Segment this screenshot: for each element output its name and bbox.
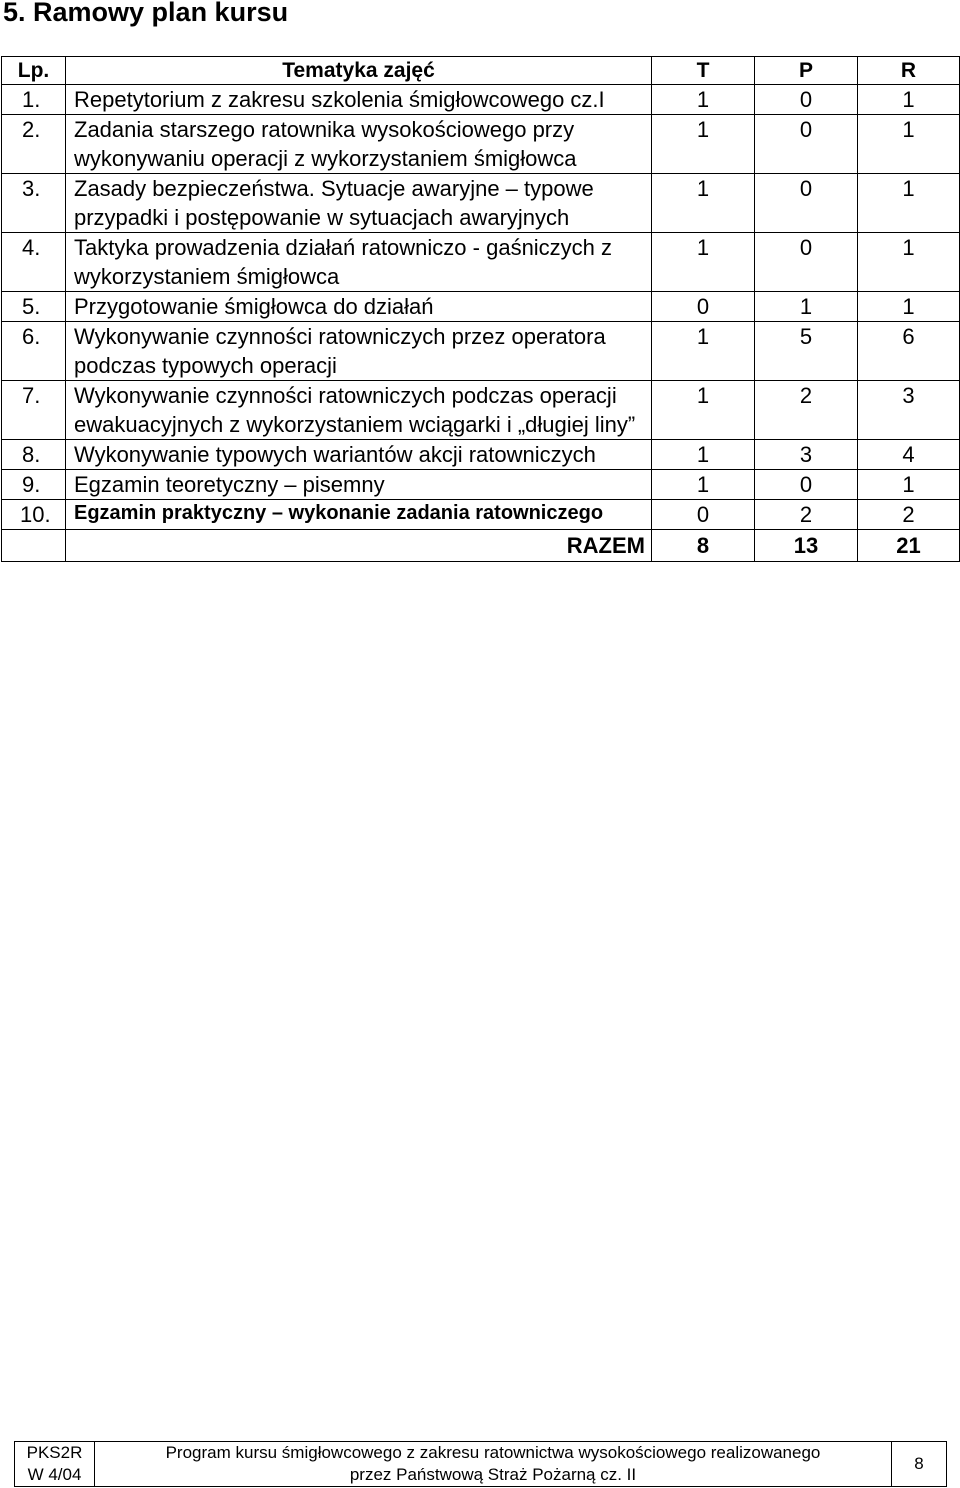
row-number: 3. — [2, 174, 66, 233]
row-p: 1 — [755, 292, 858, 322]
row-topic: Przygotowanie śmigłowca do działań — [66, 292, 652, 322]
row-p: 0 — [755, 174, 858, 233]
row-topic: Zadania starszego ratownika wysokościowego przy wykonywaniu operacji z wykorzystaniem śmigłowca — [66, 115, 652, 174]
row-number: 7. — [2, 381, 66, 440]
row-t: 0 — [652, 500, 755, 530]
row-topic: Wykonywanie czynności ratowniczych podczas operacji ewakuacyjnych z wykorzystaniem wciągarki i „długiej liny” — [66, 381, 652, 440]
table-row — [2, 115, 960, 174]
row-topic: Egzamin teoretyczny – pisemny — [66, 470, 652, 500]
row-p: 0 — [755, 470, 858, 500]
row-number: 10. — [2, 500, 66, 530]
row-number: 8. — [2, 440, 66, 470]
footer-code-line2: W 4/04 — [27, 1465, 82, 1484]
table-row — [2, 292, 960, 322]
row-t: 1 — [652, 440, 755, 470]
row-topic: Egzamin praktyczny – wykonanie zadania ratowniczego — [66, 500, 652, 530]
row-p: 0 — [755, 115, 858, 174]
total-p: 13 — [755, 530, 858, 562]
table-header-row — [2, 57, 960, 85]
row-number: 5. — [2, 292, 66, 322]
header-topic: Tematyka zajęć — [66, 57, 652, 85]
row-r: 1 — [858, 85, 960, 115]
table-row — [2, 381, 960, 440]
table-row — [2, 440, 960, 470]
row-r: 1 — [858, 233, 960, 292]
row-r: 1 — [858, 292, 960, 322]
row-t: 1 — [652, 381, 755, 440]
table-row — [2, 85, 960, 115]
table-row — [2, 174, 960, 233]
row-t: 1 — [652, 470, 755, 500]
row-t: 1 — [652, 322, 755, 381]
header-lp: Lp. — [2, 57, 66, 85]
table-row — [2, 233, 960, 292]
row-p: 0 — [755, 233, 858, 292]
header-r: R — [858, 57, 960, 85]
footer-title-line2: przez Państwową Straż Pożarną cz. II — [349, 1465, 637, 1484]
row-t: 1 — [652, 233, 755, 292]
row-p: 2 — [755, 500, 858, 530]
footer-title-line1: Program kursu śmigłowcowego z zakresu ratownictwa wysokościowego realizowanego — [165, 1443, 821, 1462]
row-topic: Zasady bezpieczeństwa. Sytuacje awaryjne – typowe przypadki i postępowanie w sytuacjach awaryjnych — [66, 174, 652, 233]
table-row — [2, 322, 960, 381]
table-row — [2, 470, 960, 500]
row-number: 2. — [2, 115, 66, 174]
row-p: 0 — [755, 85, 858, 115]
row-r: 6 — [858, 322, 960, 381]
row-r: 1 — [858, 174, 960, 233]
header-p: P — [755, 57, 858, 85]
row-r: 2 — [858, 500, 960, 530]
total-label: RAZEM — [66, 530, 652, 562]
total-t: 8 — [652, 530, 755, 562]
section-title: 5. Ramowy plan kursu — [3, 0, 289, 27]
row-topic: Repetytorium z zakresu szkolenia śmigłowcowego cz.I — [66, 85, 652, 115]
row-number: 4. — [2, 233, 66, 292]
row-r: 3 — [858, 381, 960, 440]
table-row — [2, 500, 960, 530]
total-empty-cell — [2, 530, 66, 562]
total-row — [2, 530, 960, 562]
footer-page-number: 8 — [892, 1442, 947, 1487]
row-topic: Wykonywanie czynności ratowniczych przez operatora podczas typowych operacji — [66, 322, 652, 381]
row-r: 1 — [858, 470, 960, 500]
row-number: 1. — [2, 85, 66, 115]
page-footer — [14, 1441, 947, 1487]
row-number: 6. — [2, 322, 66, 381]
row-p: 3 — [755, 440, 858, 470]
total-r: 21 — [858, 530, 960, 562]
row-t: 1 — [652, 174, 755, 233]
footer-code-line1: PKS2R — [26, 1443, 83, 1462]
row-r: 4 — [858, 440, 960, 470]
course-plan-table — [1, 56, 960, 562]
row-number: 9. — [2, 470, 66, 500]
row-topic: Wykonywanie typowych wariantów akcji ratowniczych — [66, 440, 652, 470]
row-p: 2 — [755, 381, 858, 440]
footer-document-title — [95, 1442, 892, 1487]
row-topic: Taktyka prowadzenia działań ratowniczo - gaśniczych z wykorzystaniem śmigłowca — [66, 233, 652, 292]
footer-document-code — [15, 1442, 95, 1487]
row-t: 1 — [652, 115, 755, 174]
row-t: 0 — [652, 292, 755, 322]
header-t: T — [652, 57, 755, 85]
row-r: 1 — [858, 115, 960, 174]
row-p: 5 — [755, 322, 858, 381]
row-t: 1 — [652, 85, 755, 115]
